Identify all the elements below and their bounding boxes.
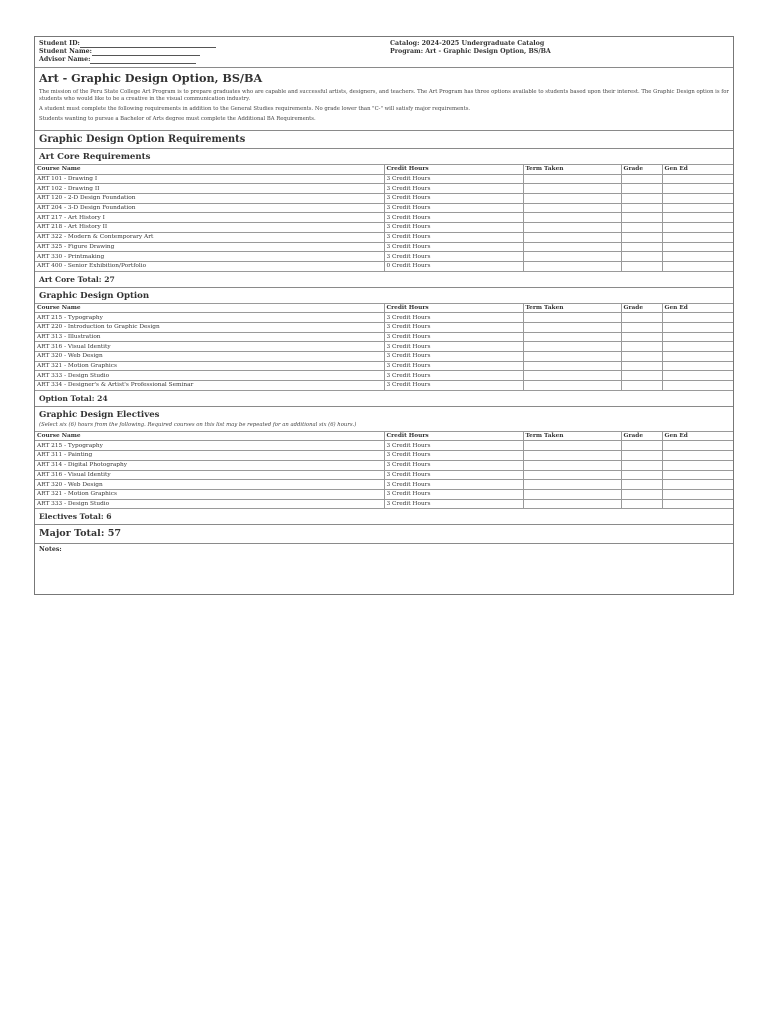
table-row xyxy=(35,332,733,342)
grade-cell[interactable] xyxy=(621,223,662,233)
credit-hours-cell: 3 Credit Hours xyxy=(384,223,523,233)
gen-ed-cell[interactable] xyxy=(662,470,733,480)
course-name-cell: ART 204 - 3-D Design Foundation xyxy=(35,203,384,213)
table-row xyxy=(35,342,733,352)
course-name-cell: ART 321 - Motion Graphics xyxy=(35,489,384,499)
col-gen-ed: Gen Ed xyxy=(662,431,733,441)
col-credit-hours: Credit Hours xyxy=(384,165,523,175)
table-row xyxy=(35,194,733,204)
term-taken-cell[interactable] xyxy=(523,480,621,490)
electives-table xyxy=(35,431,733,510)
gen-ed-cell[interactable] xyxy=(662,342,733,352)
table-row xyxy=(35,223,733,233)
credit-hours-cell: 3 Credit Hours xyxy=(384,174,523,184)
credit-hours-cell: 3 Credit Hours xyxy=(384,322,523,332)
electives-note: (Select six (6) hours from the following. Required courses on this list may be repeated for an additional six (6) hours.) xyxy=(39,421,357,428)
gen-ed-cell[interactable] xyxy=(662,441,733,451)
course-name-cell: ART 320 - Web Design xyxy=(35,352,384,362)
table-row xyxy=(35,174,733,184)
gen-ed-cell[interactable] xyxy=(662,203,733,213)
grade-cell[interactable] xyxy=(621,322,662,332)
col-gen-ed: Gen Ed xyxy=(662,165,733,175)
grade-cell[interactable] xyxy=(621,441,662,451)
term-taken-cell[interactable] xyxy=(523,203,621,213)
credit-hours-cell: 3 Credit Hours xyxy=(384,381,523,391)
credit-hours-cell: 3 Credit Hours xyxy=(384,194,523,204)
term-taken-cell[interactable] xyxy=(523,322,621,332)
credit-hours-cell: 3 Credit Hours xyxy=(384,441,523,451)
grade-cell[interactable] xyxy=(621,361,662,371)
grade-cell[interactable] xyxy=(621,203,662,213)
table-row xyxy=(35,361,733,371)
table-row xyxy=(35,213,733,223)
grade-cell[interactable] xyxy=(621,194,662,204)
course-name-cell: ART 215 - Typography xyxy=(35,313,384,323)
degree-worksheet xyxy=(34,36,734,595)
table-row xyxy=(35,252,733,262)
term-taken-cell[interactable] xyxy=(523,342,621,352)
credit-hours-cell: 3 Credit Hours xyxy=(384,361,523,371)
grade-cell[interactable] xyxy=(621,460,662,470)
course-name-cell: ART 215 - Typography xyxy=(35,441,384,451)
table-row xyxy=(35,441,733,451)
course-name-cell: ART 102 - Drawing II xyxy=(35,184,384,194)
term-taken-cell[interactable] xyxy=(523,261,621,271)
course-name-cell: ART 322 - Modern & Contemporary Art xyxy=(35,232,384,242)
col-course-name: Course Name xyxy=(35,303,384,313)
program-title: Art - Graphic Design Option, BS/BA xyxy=(39,71,263,85)
gen-ed-cell[interactable] xyxy=(662,361,733,371)
term-taken-cell[interactable] xyxy=(523,232,621,242)
term-taken-cell[interactable] xyxy=(523,371,621,381)
table-row xyxy=(35,451,733,461)
advisor-name-label: Advisor Name: xyxy=(39,56,91,63)
credit-hours-cell: 3 Credit Hours xyxy=(384,332,523,342)
core-table xyxy=(35,164,733,272)
credit-hours-cell: 3 Credit Hours xyxy=(384,242,523,252)
option-heading: Graphic Design Option xyxy=(39,290,150,301)
program-text: Program: Art - Graphic Design Option, BS/BA xyxy=(390,48,551,55)
table-header-row xyxy=(35,303,733,313)
catalog-info xyxy=(390,40,729,64)
credit-hours-cell: 3 Credit Hours xyxy=(384,313,523,323)
credit-hours-cell: 3 Credit Hours xyxy=(384,451,523,461)
table-header-row xyxy=(35,165,733,175)
grade-cell[interactable] xyxy=(621,232,662,242)
grade-cell[interactable] xyxy=(621,381,662,391)
grade-cell[interactable] xyxy=(621,261,662,271)
gen-ed-cell[interactable] xyxy=(662,371,733,381)
grade-cell[interactable] xyxy=(621,489,662,499)
gen-ed-cell[interactable] xyxy=(662,332,733,342)
term-taken-cell[interactable] xyxy=(523,381,621,391)
gen-ed-cell[interactable] xyxy=(662,213,733,223)
table-row xyxy=(35,499,733,509)
credit-hours-cell: 3 Credit Hours xyxy=(384,252,523,262)
gen-ed-cell[interactable] xyxy=(662,223,733,233)
notes-label: Notes: xyxy=(39,546,62,554)
course-name-cell: ART 325 - Figure Drawing xyxy=(35,242,384,252)
term-taken-cell[interactable] xyxy=(523,313,621,323)
grade-cell[interactable] xyxy=(621,213,662,223)
table-row xyxy=(35,352,733,362)
term-taken-cell[interactable] xyxy=(523,361,621,371)
grade-cell[interactable] xyxy=(621,470,662,480)
student-id-field[interactable] xyxy=(80,41,216,48)
core-total: Art Core Total: 27 xyxy=(35,272,733,288)
table-row xyxy=(35,381,733,391)
notes-area[interactable] xyxy=(35,544,733,594)
table-row xyxy=(35,489,733,499)
credit-hours-cell: 3 Credit Hours xyxy=(384,184,523,194)
course-name-cell: ART 334 - Designer's & Artist's Professional Seminar xyxy=(35,381,384,391)
mission-paragraph: The mission of the Peru State College Art Program is to prepare graduates who are capable and successful artists, designers, and teachers. The Art Program has three options available to students based upon their interest. The Graphic Design option is for students who would like to be a creative in the visual communication industry. xyxy=(39,89,729,102)
table-row xyxy=(35,322,733,332)
col-grade: Grade xyxy=(621,165,662,175)
col-credit-hours: Credit Hours xyxy=(384,431,523,441)
student-name-field[interactable] xyxy=(92,49,200,56)
col-credit-hours: Credit Hours xyxy=(384,303,523,313)
term-taken-cell[interactable] xyxy=(523,242,621,252)
course-name-cell: ART 311 - Painting xyxy=(35,451,384,461)
table-row xyxy=(35,203,733,213)
credit-hours-cell: 3 Credit Hours xyxy=(384,470,523,480)
term-taken-cell[interactable] xyxy=(523,184,621,194)
grade-cell[interactable] xyxy=(621,352,662,362)
table-row xyxy=(35,313,733,323)
course-name-cell: ART 101 - Drawing I xyxy=(35,174,384,184)
electives-heading: Graphic Design Electives xyxy=(39,409,160,420)
gen-ed-cell[interactable] xyxy=(662,184,733,194)
course-name-cell: ART 316 - Visual Identity xyxy=(35,470,384,480)
table-row xyxy=(35,480,733,490)
col-grade: Grade xyxy=(621,431,662,441)
term-taken-cell[interactable] xyxy=(523,252,621,262)
term-taken-cell[interactable] xyxy=(523,213,621,223)
course-name-cell: ART 333 - Design Studio xyxy=(35,371,384,381)
table-header-row xyxy=(35,431,733,441)
gen-ed-cell[interactable] xyxy=(662,242,733,252)
course-name-cell: ART 320 - Web Design xyxy=(35,480,384,490)
credit-hours-cell: 3 Credit Hours xyxy=(384,203,523,213)
gen-ed-cell[interactable] xyxy=(662,460,733,470)
grade-cell[interactable] xyxy=(621,499,662,509)
term-taken-cell[interactable] xyxy=(523,174,621,184)
term-taken-cell[interactable] xyxy=(523,332,621,342)
credit-hours-cell: 3 Credit Hours xyxy=(384,460,523,470)
student-info xyxy=(39,40,390,64)
grade-cell[interactable] xyxy=(621,313,662,323)
term-taken-cell[interactable] xyxy=(523,460,621,470)
credit-hours-cell: 3 Credit Hours xyxy=(384,499,523,509)
credit-hours-cell: 3 Credit Hours xyxy=(384,489,523,499)
course-name-cell: ART 314 - Digital Photography xyxy=(35,460,384,470)
student-name-label: Student Name: xyxy=(39,48,92,55)
option-table xyxy=(35,303,733,391)
catalog-text: Catalog: 2024-2025 Undergraduate Catalog xyxy=(390,40,545,47)
course-name-cell: ART 321 - Motion Graphics xyxy=(35,361,384,371)
term-taken-cell[interactable] xyxy=(523,194,621,204)
gen-ed-cell[interactable] xyxy=(662,232,733,242)
table-row xyxy=(35,184,733,194)
student-id-label: Student ID: xyxy=(39,40,80,47)
course-name-cell: ART 333 - Design Studio xyxy=(35,499,384,509)
core-heading: Art Core Requirements xyxy=(39,152,151,162)
gen-ed-cell[interactable] xyxy=(662,252,733,262)
term-taken-cell[interactable] xyxy=(523,470,621,480)
advisor-name-field[interactable] xyxy=(90,57,196,64)
table-row xyxy=(35,242,733,252)
term-taken-cell[interactable] xyxy=(523,489,621,499)
gen-ed-cell[interactable] xyxy=(662,381,733,391)
credit-hours-cell: 3 Credit Hours xyxy=(384,342,523,352)
course-name-cell: ART 313 - Illustration xyxy=(35,332,384,342)
course-name-cell: ART 217 - Art History I xyxy=(35,213,384,223)
gen-ed-cell[interactable] xyxy=(662,174,733,184)
gen-ed-cell[interactable] xyxy=(662,489,733,499)
credit-hours-cell: 0 Credit Hours xyxy=(384,261,523,271)
col-term-taken: Term Taken xyxy=(523,165,621,175)
col-course-name: Course Name xyxy=(35,431,384,441)
credit-hours-cell: 3 Credit Hours xyxy=(384,480,523,490)
term-taken-cell[interactable] xyxy=(523,451,621,461)
grade-cell[interactable] xyxy=(621,332,662,342)
term-taken-cell[interactable] xyxy=(523,441,621,451)
gen-ed-cell[interactable] xyxy=(662,194,733,204)
col-term-taken: Term Taken xyxy=(523,303,621,313)
grade-cell[interactable] xyxy=(621,451,662,461)
term-taken-cell[interactable] xyxy=(523,223,621,233)
grade-cell[interactable] xyxy=(621,371,662,381)
col-term-taken: Term Taken xyxy=(523,431,621,441)
col-course-name: Course Name xyxy=(35,165,384,175)
credit-hours-cell: 3 Credit Hours xyxy=(384,352,523,362)
gen-ed-cell[interactable] xyxy=(662,480,733,490)
gen-ed-cell[interactable] xyxy=(662,451,733,461)
requirement-paragraph: A student must complete the following requirements in addition to the General Studies requirements. No grade lower than "C-" will satisfy major requirements. xyxy=(39,106,471,112)
credit-hours-cell: 3 Credit Hours xyxy=(384,213,523,223)
option-total: Option Total: 24 xyxy=(35,391,733,407)
requirements-heading: Graphic Design Option Requirements xyxy=(35,131,733,149)
gen-ed-cell[interactable] xyxy=(662,261,733,271)
worksheet-header xyxy=(35,37,733,68)
course-name-cell: ART 316 - Visual Identity xyxy=(35,342,384,352)
grade-cell[interactable] xyxy=(621,252,662,262)
course-name-cell: ART 400 - Senior Exhibition/Portfolio xyxy=(35,261,384,271)
table-row xyxy=(35,460,733,470)
course-name-cell: ART 330 - Printmaking xyxy=(35,252,384,262)
credit-hours-cell: 3 Credit Hours xyxy=(384,232,523,242)
grade-cell[interactable] xyxy=(621,174,662,184)
grade-cell[interactable] xyxy=(621,242,662,252)
col-grade: Grade xyxy=(621,303,662,313)
term-taken-cell[interactable] xyxy=(523,499,621,509)
table-row xyxy=(35,470,733,480)
gen-ed-cell[interactable] xyxy=(662,322,733,332)
electives-total: Electives Total: 6 xyxy=(35,509,733,525)
gen-ed-cell[interactable] xyxy=(662,313,733,323)
grade-cell[interactable] xyxy=(621,184,662,194)
course-name-cell: ART 120 - 2-D Design Foundation xyxy=(35,194,384,204)
grade-cell[interactable] xyxy=(621,342,662,352)
table-row xyxy=(35,232,733,242)
col-gen-ed: Gen Ed xyxy=(662,303,733,313)
gen-ed-cell[interactable] xyxy=(662,352,733,362)
course-name-cell: ART 218 - Art History II xyxy=(35,223,384,233)
credit-hours-cell: 3 Credit Hours xyxy=(384,371,523,381)
program-intro xyxy=(35,68,733,131)
course-name-cell: ART 220 - Introduction to Graphic Design xyxy=(35,322,384,332)
table-row xyxy=(35,261,733,271)
table-row xyxy=(35,371,733,381)
term-taken-cell[interactable] xyxy=(523,352,621,362)
major-total: Major Total: 57 xyxy=(35,525,733,544)
ba-paragraph: Students wanting to pursue a Bachelor of Arts degree must complete the Additional BA Requirements. xyxy=(39,116,316,122)
gen-ed-cell[interactable] xyxy=(662,499,733,509)
grade-cell[interactable] xyxy=(621,480,662,490)
